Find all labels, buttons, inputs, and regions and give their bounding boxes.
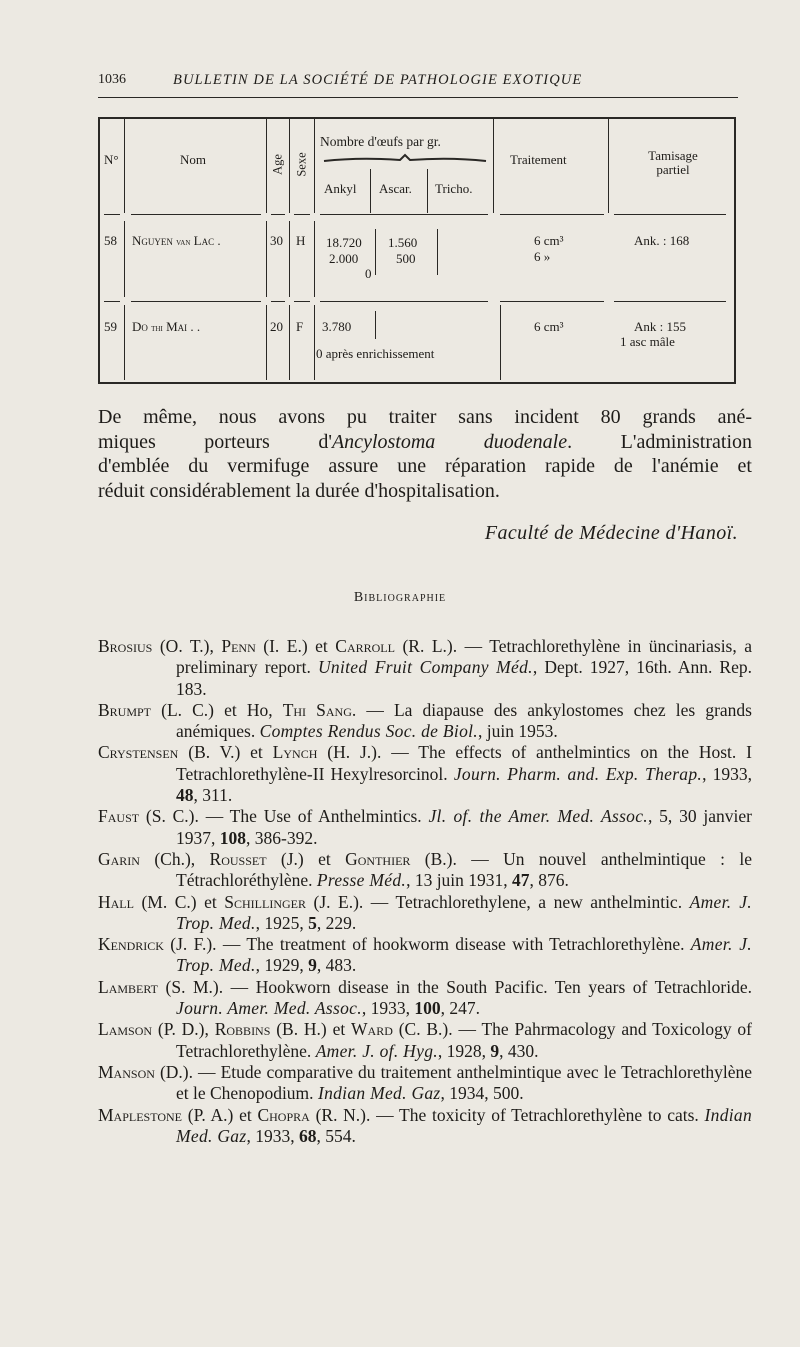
col-header-name: Nom [180,152,206,167]
author-name: Carroll [335,636,395,656]
reference-text: (B. H.) et [270,1019,352,1040]
page-number: 1036 [98,72,126,87]
reference-text: (L. C.) et Ho, [151,699,283,720]
table-rule [266,305,267,380]
reference-text: (R. N.). — The toxicity of Tetrachlorethylène to cats. [309,1104,705,1125]
reference-text: (S. M.). — Hookworn disease in the South Pacific. Ten years of Tetrachloride. [157,976,752,997]
table-rule [493,117,494,213]
table-rule [500,305,501,380]
reference-text: , 876. [529,870,569,891]
volume-number: 68 [298,1125,317,1146]
row58-age: 30 [270,233,283,248]
reference-text: , juin 1953. [477,721,558,742]
bibliography-heading: Bibliographie [353,590,447,605]
table-rule [271,301,285,302]
table-rule [375,229,376,275]
reference-text: (O. T.), [152,636,222,656]
reference-text: , 1933, [246,1125,299,1146]
reference-text: , 1928, [437,1040,491,1061]
row58-treatment-1: 6 cm³ [534,233,564,248]
reference-text: (P. D.), [152,1019,215,1040]
reference-text: , 13 juin 1931, [406,870,513,891]
table-rule [124,117,125,213]
row59-age: 20 [270,319,283,334]
reference-text: , 5, 30 janvier 1937, [176,806,752,848]
table-rule [614,214,726,215]
col-header-no: N° [104,152,119,167]
reference-text: (B.). — Un nouvel anthelmintique : le Tétrachloréthylène. [176,848,753,891]
table-rule [131,301,261,302]
reference-text: , 430. [499,1040,539,1061]
reference-entry [98,742,752,806]
reference-list [98,636,752,1147]
reference-text: (J. E.). — Tetrachlorethylene, a new anthelmintic. [306,891,690,912]
reference-text: (S. C.). — The Use of Anthelmintics. [139,806,429,827]
reference-text: , 1933, [702,763,752,784]
row58-treatment-2: 6 » [534,249,551,264]
reference-text: (D.). — Etude comparative du traitement anthelmintique avec le Tetrachlorethylène et le Chenopodium. [154,1061,752,1104]
journal-title: BULLETIN DE LA SOCIÉTÉ DE PATHOLOGIE EXOTIQUE [173,72,583,88]
row59-note: 0 après enrichissement [316,346,435,361]
table-rule [289,221,290,297]
author-name: Kendrick [98,934,164,955]
col-header-ankyl: Ankyl [324,181,357,196]
reference-entry [98,1105,752,1148]
paragraph-line: d'emblée du vermifuge assure une réparation rapide de l'anémie et [98,455,752,477]
paragraph-line: De même, nous avons pu traiter sans incident 80 grands ané- [98,406,752,428]
reference-entry [98,977,752,1020]
author-name: Faust [98,806,140,827]
row58-ascar-2: 500 [396,251,416,266]
reference-entry [98,892,752,935]
col-header-sex: Sexe [294,152,309,177]
table-rule [289,117,290,213]
paragraph-line: miques porteurs d'Ancylostoma duodenale. L'administration [98,430,753,453]
table-rule [266,117,267,213]
author-name: Schillinger [224,891,306,912]
table-rule [104,214,120,215]
journal-name: United Fruit Company Méd. [317,657,533,678]
reference-entry [98,934,752,977]
row58-ankyl-2: 2.000 [329,251,359,266]
volume-number: 100 [414,998,441,1019]
header-rule [98,97,738,98]
table-rule [131,214,261,215]
table-rule [370,169,371,213]
reference-text: (H. J.). — The effects of anthelmintics on the Host. I Tetrachlorethylène-II Hexylresorcinol. [176,742,753,784]
row58-name: Nguyen van Lac . [132,233,221,248]
reference-text: (P. A.) et [182,1104,258,1125]
table-rule [320,214,488,215]
reference-entry [98,1019,752,1062]
reference-text: (R. L.). — Tetrachlorethylène in üncinariasis, a preliminary report. [176,636,753,678]
journal-name: Journ. Amer. Med. Assoc. [176,998,362,1019]
reference-text: (J.) et [266,848,346,869]
journal-name: Journ. Pharm. and. Exp. Therap. [453,763,703,784]
author-name: Hall [98,891,134,912]
row59-no: 59 [104,319,117,334]
row58-sieving: Ank. : 168 [634,233,690,248]
reference-text: , 311. [193,785,233,806]
author-name: Gonthier [345,848,411,869]
table-rule [266,221,267,297]
affiliation: Faculté de Médecine d'Hanoï. [484,522,738,544]
reference-text: (Ch.), [139,848,210,869]
table-rule [500,214,604,215]
reference-text: (M. C.) et [133,891,225,912]
table-rule [375,311,376,339]
journal-name: Amer. J. Trop. Med. [176,934,752,976]
table-rule [614,301,726,302]
table-rule [437,229,438,275]
row58-sex: H [296,233,306,248]
volume-number: 9 [308,955,317,976]
author-name: Manson [98,1061,155,1082]
reference-text: (J. F.). — The treatment of hookworm disease with Tetrachlorethylène. [163,934,691,955]
table-rule [271,214,285,215]
body-paragraph [98,405,752,503]
reference-entry [98,849,752,892]
table-rule [124,221,125,297]
author-name: Penn [221,636,256,656]
author-name: Rousset [209,848,267,869]
volume-number: 108 [219,827,246,848]
author-name: Maplestone [98,1104,183,1125]
journal-name: Amer. J. of. Hyg. [315,1040,438,1061]
reference-text: , 229. [316,912,357,933]
row58-no: 58 [104,233,117,248]
row59-treatment: 6 cm³ [534,319,564,334]
reference-text: , 1934, 500. [440,1083,524,1104]
volume-number: 5 [308,912,317,933]
paragraph-line: réduit considérablement la durée d'hospitalisation. [98,479,500,502]
author-name: Brumpt [98,699,152,720]
table-rule [608,117,609,213]
reference-entry [98,1062,752,1105]
table-rule [427,169,428,213]
table-rule [289,305,290,380]
table-rule [294,301,310,302]
row59-sieving-1: Ank : 155 [634,319,686,334]
journal-name: Indian Med. Gaz [317,1083,441,1104]
reference-text: , 1929, [255,955,309,976]
row58-ankyl-1: 18.720 [326,235,362,250]
row59-sex: F [296,319,304,334]
col-header-tricho: Tricho. [435,181,473,196]
table-rule [320,301,488,302]
volume-number: 47 [512,870,530,891]
table-rule [104,301,120,302]
col-header-ascar: Ascar. [379,181,412,196]
author-name: Lynch [272,742,318,763]
author-name: Chopra [257,1104,310,1125]
row58-ankyl-3: 0 [365,266,372,281]
table-rule [500,301,604,302]
row59-name: Do thi Mai . . [132,319,201,334]
reference-text: (I. E.) et [255,636,336,656]
table-rule [314,117,315,213]
reference-text: , 386-392. [246,827,318,848]
volume-number: 9 [490,1040,500,1061]
journal-name: Jl. of. the Amer. Med. Assoc. [428,806,648,827]
col-header-age: Age [270,154,285,175]
reference-entry [98,806,752,849]
table-rule [294,214,310,215]
reference-text: . — La diapause des ankylostomes chez les grands anémiques. [176,699,752,742]
author-name: Ward [351,1019,393,1040]
col-header-treatment: Traitement [510,152,567,167]
row59-sieving-2: 1 asc mâle [620,334,675,349]
reference-text: (B. V.) et [178,742,273,763]
reference-entry [98,636,752,700]
table-rule [314,221,315,297]
reference-text: , 247. [440,998,481,1019]
table-rule [124,305,125,380]
species-name: Ancylostoma duodenale [331,430,568,453]
author-name: Brosius [98,636,153,656]
row59-ankyl: 3.780 [322,319,352,334]
reference-text: , 554. [316,1125,356,1146]
author-name: Robbins [214,1019,271,1040]
row58-ascar-1: 1.560 [388,235,418,250]
column-group-brace [320,153,490,165]
author-name: Garin [98,848,140,869]
col-header-sieving: Tamisage partiel [648,148,698,177]
reference-text: , 1925, [255,912,309,933]
journal-name: Comptes Rendus Soc. de Biol. [259,721,478,742]
col-header-eggs: Nombre d'œufs par gr. [320,134,441,149]
reference-entry [98,700,752,743]
table-rule [314,305,315,380]
journal-name: Presse Méd. [316,870,407,891]
volume-number: 48 [176,785,194,806]
reference-text: , 483. [316,955,357,976]
reference-text: (C. B.). — The Pahrmacology and Toxicology of Tetrachlorethylène. [176,1019,752,1061]
reference-text: , 1933, [361,998,415,1019]
author-name: Lamson [98,1019,153,1040]
author-name: Crystensen [98,742,179,763]
author-name: Thi Sang [282,699,352,720]
results-table [98,117,736,384]
journal-name: Indian Med. Gaz [176,1104,753,1146]
running-header [98,72,738,94]
author-name: Lambert [98,976,158,997]
journal-name: Amer. J. Trop. Med. [176,891,752,933]
reference-text: , Dept. 1927, 16th. Ann. Rep. 183. [176,657,752,699]
